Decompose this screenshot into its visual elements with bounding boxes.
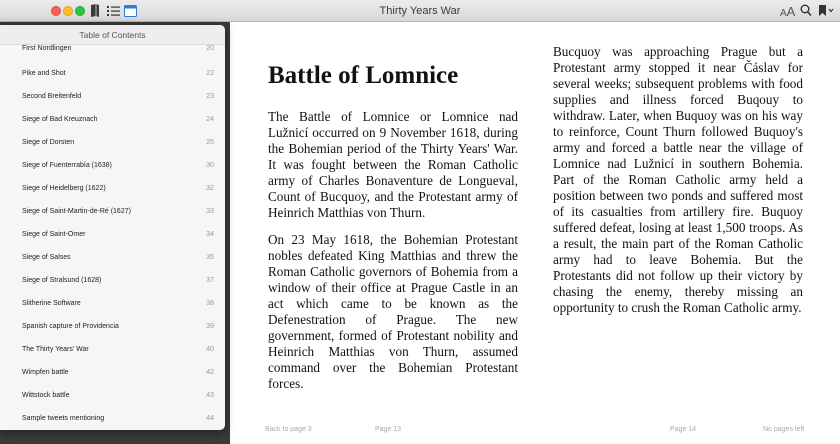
right-page-number: Page 14 [670, 426, 697, 433]
toc-item[interactable] [0, 114, 225, 137]
toc-item-page: 23 [206, 93, 214, 100]
left-text-column [268, 109, 518, 404]
toc-item-page: 24 [206, 116, 214, 123]
toc-header: Table of Contents [0, 25, 225, 45]
toc-item-page: 32 [206, 185, 214, 192]
toc-item-label: Wittstock battle [22, 392, 70, 399]
toc-item-page: 22 [206, 70, 214, 77]
toc-item[interactable] [0, 229, 225, 252]
toc-item-page: 30 [206, 162, 214, 169]
toc-item-page: 39 [206, 323, 214, 330]
book-page [230, 22, 840, 444]
toc-item-label: Wimpfen battle [22, 369, 69, 376]
toc-item-page: 34 [206, 231, 214, 238]
back-to-page-link[interactable]: Back to page 3 [265, 426, 312, 433]
window-title: Thirty Years War [379, 5, 461, 17]
toc-item[interactable] [0, 160, 225, 183]
left-page-number: Page 13 [375, 426, 402, 433]
toc-item[interactable] [0, 344, 225, 367]
right-text-column [553, 44, 803, 327]
toc-item-page: 44 [206, 415, 214, 422]
window-titlebar [0, 0, 840, 22]
toc-item-label: Siege of Dorsten [22, 139, 75, 146]
toc-item-label: Spanish capture of Providencia [22, 323, 119, 330]
toc-item[interactable] [0, 45, 225, 68]
toc-item-label: Siege of Saint-Omer [22, 231, 86, 238]
toc-list [0, 45, 225, 430]
toc-item[interactable] [0, 206, 225, 229]
toc-item[interactable] [0, 252, 225, 275]
toc-item-page: 33 [206, 208, 214, 215]
toc-item-page: 38 [206, 300, 214, 307]
paragraph [268, 403, 518, 404]
search-icon[interactable] [800, 4, 812, 17]
toc-item[interactable] [0, 413, 225, 430]
toc-item[interactable] [0, 298, 225, 321]
toc-item-page: 35 [206, 254, 214, 261]
toc-item-label: First Nordlingen [22, 45, 72, 52]
toc-item[interactable] [0, 367, 225, 390]
toc-item-label: Siege of Heidelberg (1622) [22, 185, 106, 192]
toc-item-page: 43 [206, 392, 214, 399]
toc-item[interactable] [0, 68, 225, 91]
paragraph: Bucquoy was approaching Prague but a Protestant army stopped it near Čáslav for several weeks; subsequent problems with food supplies and illness forced Buqouy to withdraw. Later, when Buquoy was on his way to reinforce, Count Thurn followed Buquoy's army and forced a battle near the village of Lomnice nad Lužnicí in southern Bohemia. Part of the Roman Catholic army held a position between two ponds and suffered most of its casualties from artillery fire. Buquoy suffered defeat, losing at least 1,500 troops. As a result, the main part of the Roman Catholic army had to leave Bohemia. But the Protestants did not follow up their victory by chasing the enemy, thereby missing an opportunity to crush the Roman Catholic army. [553, 44, 803, 315]
toc-item-label: Slitherine Software [22, 300, 81, 307]
paragraph: The Battle of Lomnice or Lomnice nad Lužnicí occurred on 9 November 1618, during the Bohemian period of the Thirty Years' War. It was fought between the Roman Catholic army of Charles Bonaventure de Longueval, Count of Bucquoy, and the Protestant army of Heinrich Matthias von Thurn. [268, 109, 518, 220]
chapter-title: Battle of Lomnice [268, 62, 459, 89]
toc-item-label: Siege of Stralsund (1628) [22, 277, 102, 284]
toc-item-label: Pike and Shot [22, 70, 66, 77]
toc-item-label: Siege of Bad Kreuznach [22, 116, 98, 123]
toc-item-label: Siege of Saint-Martin-de-Ré (1627) [22, 208, 131, 215]
pages-left-indicator: No pages left [763, 426, 805, 433]
toc-item-page: 25 [206, 139, 214, 146]
toc-item-page: 20 [206, 45, 214, 52]
toc-item-page: 37 [206, 277, 214, 284]
toc-item-label: Second Breitenfeld [22, 93, 82, 100]
toc-item-page: 42 [206, 369, 214, 376]
toc-item[interactable] [0, 91, 225, 114]
toc-item-page: 40 [206, 346, 214, 353]
font-size-small-glyph: A [780, 8, 787, 19]
toc-item[interactable] [0, 183, 225, 206]
toc-item[interactable] [0, 137, 225, 160]
toc-item-label: Siege of Salses [22, 254, 71, 261]
toc-item[interactable] [0, 275, 225, 298]
toc-item-label: The Thirty Years' War [22, 346, 89, 353]
toc-item-label: Siege of Fuenterrabía (1638) [22, 162, 112, 169]
bookmark-icon[interactable] [818, 4, 834, 17]
font-size-button[interactable] [780, 4, 795, 19]
table-of-contents-popover [0, 25, 225, 430]
paragraph: On 23 May 1618, the Bohemian Protestant nobles defeated King Matthias and threw the Roman Catholic governors of Bohemia from a window of their office at Prague Castle in an act which came to be known as the Defenestration of Prague. The new government, formed of Protestant nobility and Heinrich Matthias von Thurn, assumed command over the Bohemian Protestant forces. [268, 232, 518, 391]
font-size-large-glyph: A [786, 4, 796, 19]
toc-item[interactable] [0, 390, 225, 413]
toc-item[interactable] [0, 321, 225, 344]
toc-item-label: Sample tweets mentioning [22, 415, 105, 422]
